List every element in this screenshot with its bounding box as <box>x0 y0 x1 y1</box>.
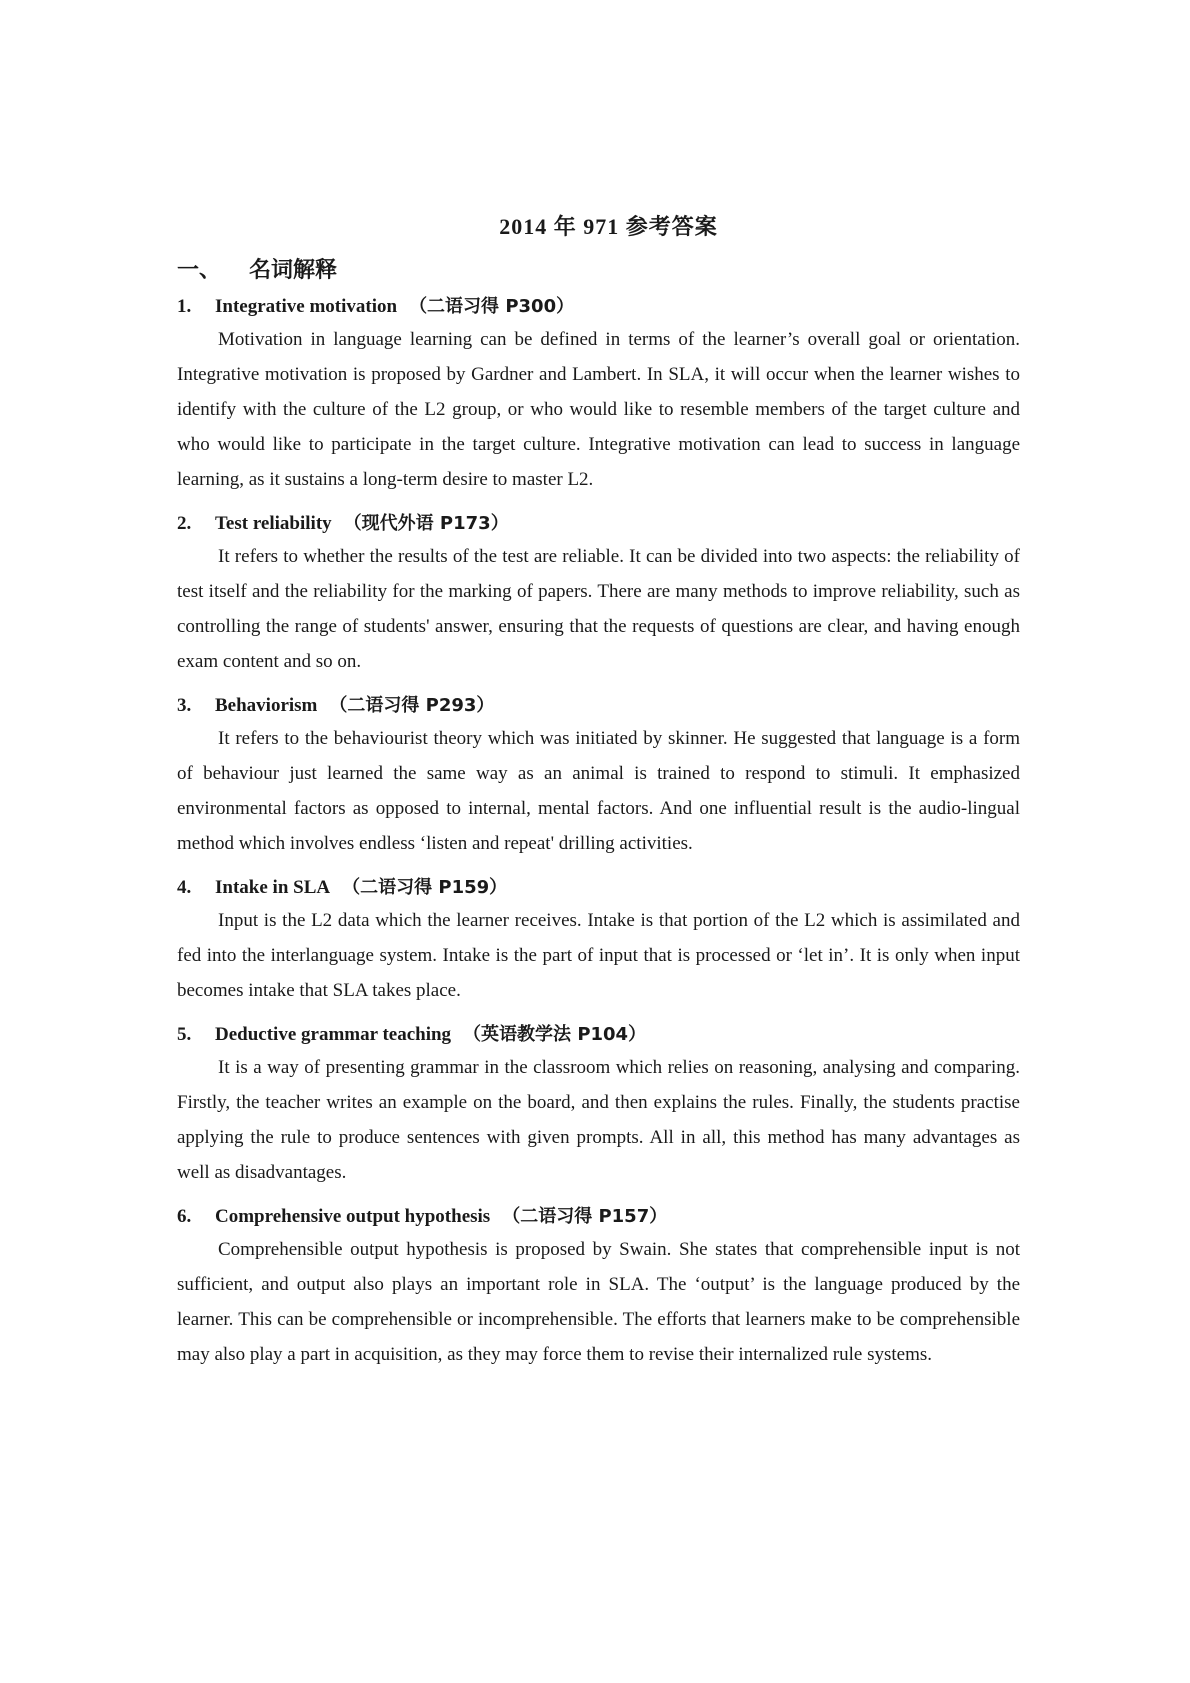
entry-reference: （二语习得 P293） <box>329 695 495 716</box>
entry-term: Test reliability <box>215 513 332 534</box>
section-number: 一、 <box>177 258 222 283</box>
entry-behaviorism <box>177 691 1020 861</box>
entry-heading <box>177 509 1020 539</box>
entry-index: 2. <box>177 513 192 534</box>
entry-body: Input is the L2 data which the learner receives. Intake is that portion of the L2 which is assimilated and fed into the interlanguage system. Intake is the part of input that is processed or ‘let in’. It is only when input becomes intake that SLA takes place. <box>177 910 1020 1001</box>
entry-index: 6. <box>177 1206 192 1227</box>
entry-comprehensive-output-hypothesis <box>177 1202 1020 1372</box>
entry-index: 4. <box>177 877 192 898</box>
page-title: 2014 年 971 参考答案 <box>499 214 718 239</box>
entry-term: Deductive grammar teaching <box>215 1024 452 1045</box>
entry-body: Comprehensible output hypothesis is proposed by Swain. She states that comprehensible input is not sufficient, and output also plays an important role in SLA. The ‘output’ is the language produced by the learner. This can be comprehensible or incomprehensible. The efforts that learners make to be comprehensible may also play a part in acquisition, as they may force them to revise their internalized rule systems. <box>177 1239 1020 1365</box>
entry-body: It refers to the behaviourist theory which was initiated by skinner. He suggested that language is a form of behaviour just learned the same way as an animal is trained to respond to stimuli. It emphasized environmental factors as opposed to internal, mental factors. And one influential result is the audio-lingual method which involves endless ‘listen and repeat' drilling activities. <box>177 728 1020 854</box>
section-label: 名词解释 <box>249 258 338 283</box>
entry-heading <box>177 292 1020 322</box>
entry-index: 1. <box>177 296 192 317</box>
entry-term: Integrative motivation <box>215 296 398 317</box>
entry-heading <box>177 873 1020 903</box>
document-page <box>177 210 1020 1384</box>
entry-body: It is a way of presenting grammar in the classroom which relies on reasoning, analysing and comparing. Firstly, the teacher writes an example on the board, and then explains the rules. Finally, the students practise applying the rule to produce sentences with given prompts. All in all, this method has many advantages as well as disadvantages. <box>177 1057 1020 1183</box>
entry-body: Motivation in language learning can be defined in terms of the learner’s overall goal or orientation. Integrative motivation is proposed by Gardner and Lambert. In SLA, it will occur when the learner wishes to identify with the culture of the L2 group, or who would like to resemble members of the target culture and who would like to participate in the target culture. Integrative motivation can lead to success in language learning, as it sustains a long-term desire to master L2. <box>177 329 1020 490</box>
section-heading <box>177 253 1020 284</box>
entry-reference: （二语习得 P300） <box>409 296 575 317</box>
entry-reference: （二语习得 P157） <box>502 1206 668 1227</box>
entry-term: Comprehensive output hypothesis <box>215 1206 491 1227</box>
entry-term: Intake in SLA <box>215 877 331 898</box>
entry-test-reliability <box>177 509 1020 679</box>
entry-reference: （现代外语 P173） <box>343 513 509 534</box>
entry-term: Behaviorism <box>215 695 318 716</box>
entry-index: 5. <box>177 1024 192 1045</box>
entry-heading <box>177 1202 1020 1232</box>
entry-intake-in-sla <box>177 873 1020 1008</box>
entry-heading <box>177 1020 1020 1050</box>
entry-heading <box>177 691 1020 721</box>
entry-deductive-grammar-teaching <box>177 1020 1020 1190</box>
entry-reference: （英语教学法 P104） <box>463 1024 647 1045</box>
entry-index: 3. <box>177 695 192 716</box>
entry-integrative-motivation <box>177 292 1020 497</box>
entry-body: It refers to whether the results of the test are reliable. It can be divided into two aspects: the reliability of test itself and the reliability for the marking of papers. There are many methods to improve reliability, such as controlling the range of students' answer, ensuring that the requests of questions are clear, and having enough exam content and so on. <box>177 546 1020 672</box>
entry-reference: （二语习得 P159） <box>342 877 508 898</box>
